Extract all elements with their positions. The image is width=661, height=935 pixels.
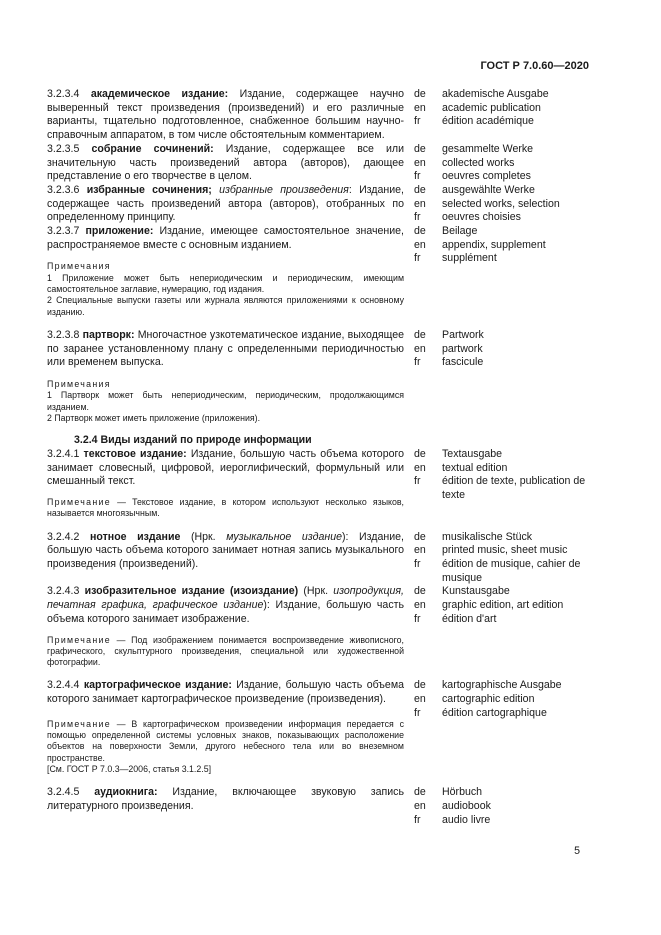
entry-3-2-4-2 (47, 531, 593, 586)
note-item: 2 Специальные выпуски газеты или журнала являются приложениями к основному изданию. (47, 295, 404, 317)
term: партворк: (82, 328, 135, 341)
translation-en (414, 693, 593, 707)
lang-code: fr (414, 813, 421, 826)
translation-term: édition de musique, cahier de musique (442, 558, 581, 584)
definition-text: Издание, большую часть объема которого занимает словесный, цифровой, иероглифический, формульный или смешанный текст. (47, 447, 404, 488)
note-heading: Примечание (47, 634, 111, 645)
translation-term: édition de texte, publication de texte (442, 475, 586, 502)
term: аудиокнига: (94, 786, 158, 799)
entry-number: 3.2.4.3 (47, 585, 85, 598)
entry-number: 3.2.3.5 (47, 142, 92, 155)
definition (47, 143, 404, 184)
translation-term: graphic edition, art edition (442, 599, 564, 612)
translations (414, 143, 593, 184)
lang-code: en (414, 544, 426, 557)
translation-term: selected works, selection (442, 197, 560, 210)
translation-de (414, 679, 593, 693)
translation-de (414, 448, 593, 462)
definition (47, 531, 404, 586)
translation-term: musikalische Stück (442, 530, 533, 543)
entry-number: 3.2.4.2 (47, 530, 90, 543)
entry-3-2-3-7 (47, 225, 593, 318)
lang-code: fr (414, 612, 421, 625)
translation-en (414, 102, 593, 116)
translation-fr (414, 211, 593, 225)
entry-number: 3.2.4.1 (47, 447, 84, 460)
translation-de (414, 225, 593, 239)
entry-3-2-3-5 (47, 143, 593, 184)
translation-term: gesammelte Werke (442, 142, 534, 155)
definition-text: Издание, имеющее самостоятельное значение, распространяемое вместе с основным изданием. (47, 225, 404, 251)
term: приложение: (85, 225, 154, 238)
translation-en (414, 544, 593, 558)
translation-en (414, 157, 593, 171)
translations (414, 531, 593, 586)
definition (47, 225, 404, 252)
translation-fr (414, 613, 593, 627)
lang-code: fr (414, 211, 421, 224)
lang-code: en (414, 693, 426, 706)
lang-code: en (414, 197, 426, 210)
translation-term: édition d'art (442, 612, 497, 625)
lang-code: en (414, 156, 426, 169)
translation-term: akademische Ausgabe (442, 88, 549, 100)
lang-code: de (414, 530, 426, 543)
translations (414, 786, 593, 827)
entry-3-2-3-8 (47, 329, 593, 424)
translation-de (414, 329, 593, 343)
term: собрание сочинений: (91, 142, 214, 155)
translation-en (414, 239, 593, 253)
translation-de (414, 184, 593, 198)
translation-term: Textausgabe (442, 447, 503, 460)
translation-term: oeuvres completes (442, 170, 531, 183)
translation-term: ausgewählte Werke (442, 183, 535, 196)
definition (47, 585, 404, 626)
definition-text: Издание, большую часть объема которого занимает картографическое произведение (произведения). (47, 679, 404, 706)
translation-term: audiobook (442, 800, 491, 813)
synonym: избранные произведения (211, 183, 349, 196)
translation-term: cartographic edition (442, 693, 535, 706)
synonym: изопродукция, печатная графика, графическое издание (47, 585, 404, 612)
translation-term: Hörbuch (442, 786, 483, 799)
definition-text: (Нрк. (180, 530, 227, 543)
page-header: ГОСТ Р 7.0.60—2020 (480, 60, 589, 72)
note (47, 635, 404, 669)
translation-term: édition académique (442, 115, 534, 128)
lang-code: en (414, 800, 426, 813)
definition (47, 184, 404, 225)
entry-number: 3.2.3.8 (47, 328, 83, 341)
lang-code: de (414, 183, 426, 196)
note-item: 1 Приложение может быть непериодическим и периодическим, имеющим самостоятельное заглавие, нумерацию, год издания. (47, 272, 404, 295)
lang-code: fr (414, 706, 421, 719)
definition (47, 88, 404, 143)
lang-code: fr (414, 115, 421, 128)
translation-term: oeuvres choisies (442, 211, 521, 224)
translation-term: appendix, supplement (442, 238, 546, 251)
lang-code: de (414, 328, 426, 341)
lang-code: fr (414, 170, 421, 183)
note-heading: Примечание (47, 718, 111, 729)
entry-3-2-3-4 (47, 88, 593, 143)
definition-text: Издание, содержащее научно выверенный текст произведения (произведений) и его различные варианты, тщательно подготовленное, снабженное большим научно-справочным аппаратом, в том числе обстоятельным комментарием. (47, 88, 404, 142)
translation-fr (414, 707, 593, 721)
lang-code: de (414, 786, 426, 799)
translation-en (414, 343, 593, 357)
note-text: — Текстовое издание, в котором используют несколько языков, называется многоязычным. (47, 497, 404, 519)
definition-text: ): Издание, большую часть объема которого занимает нотная запись музыкального произведения (произведений). (47, 530, 404, 571)
term: избранные сочинения; (86, 183, 212, 196)
translation-term: supplément (442, 252, 497, 265)
translation-en (414, 462, 593, 476)
translation-de (414, 531, 593, 545)
term: академическое издание: (90, 88, 229, 100)
translations (414, 184, 593, 225)
translation-term: Partwork (442, 328, 484, 341)
lang-code: fr (414, 252, 421, 265)
lang-code: fr (414, 356, 421, 369)
translation-term: kartographische Ausgabe (442, 679, 562, 692)
term: нотное издание (90, 530, 181, 543)
note-text: — В картографическом произведении информация передается с помощью определенной системы условных знаков, показывающих расположение объектов на поверхности Земли, другого небесного тела или во внеземном пространстве. (47, 718, 404, 763)
note-heading: Примечания (47, 379, 111, 390)
entry-3-2-4-5 (47, 786, 593, 827)
translations (414, 679, 593, 775)
translation-term: printed music, sheet music (442, 544, 568, 557)
translations (414, 88, 593, 143)
lang-code: de (414, 88, 426, 100)
lang-code: en (414, 342, 426, 355)
definition-text: Издание, включающее звуковую запись литературного произведения. (47, 786, 404, 813)
lang-code: fr (414, 558, 421, 571)
translation-fr (414, 814, 593, 828)
translation-term: Kunstausgabe (442, 585, 510, 598)
lang-code: en (414, 238, 426, 251)
entry-number: 3.2.3.6 (47, 183, 87, 196)
translation-de (414, 88, 593, 102)
synonym: музыкальное издание (226, 530, 342, 543)
definition-block (47, 448, 404, 520)
translation-term: textual edition (442, 461, 508, 474)
definition-block (47, 329, 404, 424)
lang-code: fr (414, 475, 421, 488)
lang-code: de (414, 225, 426, 238)
note-item: 1 Партворк может быть непериодическим, периодическим, продолжающимся изданием. (47, 390, 404, 412)
term: текстовое издание: (83, 447, 187, 460)
translation-term: Beilage (442, 225, 478, 238)
lang-code: en (414, 461, 426, 474)
translation-term: academic publication (442, 101, 541, 114)
translation-fr (414, 558, 593, 585)
translation-fr (414, 356, 593, 370)
note (47, 719, 404, 775)
lang-code: de (414, 679, 426, 692)
definition (47, 448, 404, 489)
definition-block (47, 585, 404, 668)
translation-de (414, 143, 593, 157)
entry-number: 3.2.4.4 (47, 679, 84, 692)
note (47, 497, 404, 520)
translation-fr (414, 475, 593, 502)
translation-de (414, 585, 593, 599)
translation-en (414, 800, 593, 814)
definition-text: : Издание, содержащее часть произведений автора (авторов), отобранных по определенному принципу. (47, 183, 404, 224)
translations (414, 225, 593, 318)
lang-code: en (414, 101, 426, 114)
term: изобразительное издание (изоиздание) (84, 585, 299, 598)
lang-code: en (414, 599, 426, 612)
page-number: 5 (574, 845, 580, 857)
entry-3-2-3-6 (47, 184, 593, 225)
lang-code: de (414, 447, 426, 460)
note-heading: Примечания (47, 261, 111, 272)
lang-code: de (414, 142, 426, 155)
entry-3-2-4-1 (47, 448, 593, 520)
note-reference: [См. ГОСТ Р 7.0.3—2006, статья 3.1.2.5] (47, 764, 212, 775)
translation-de (414, 786, 593, 800)
lang-code: de (414, 585, 426, 598)
translation-fr (414, 115, 593, 129)
content (47, 88, 593, 827)
translation-fr (414, 170, 593, 184)
entry-number: 3.2.4.5 (47, 786, 95, 799)
term: картографическое издание: (83, 679, 232, 692)
translation-fr (414, 252, 593, 266)
translation-term: collected works (442, 156, 515, 169)
translation-term: édition cartographique (442, 706, 547, 719)
translation-en (414, 198, 593, 212)
note-text: — Под изображением понимается воспроизведение живописного, графического, скульптурного произведения, специальной или художественной фотографии. (47, 634, 404, 668)
definition-text: (Нрк. (298, 585, 334, 598)
definition (47, 786, 404, 827)
translation-en (414, 599, 593, 613)
definition (47, 329, 404, 370)
note (47, 379, 404, 424)
definition-text: Издание, содержащее все или значительную часть произведений автора (авторов), дающее представление о его творчестве в целом. (47, 142, 404, 183)
note-item: 2 Партворк может иметь приложение (приложения). (47, 412, 261, 423)
translation-term: fascicule (442, 356, 484, 369)
definition-text: Многочастное узкотематическое издание, выходящее по заранее установленному плану с определенными периодичностью или временем выпуска. (47, 328, 404, 369)
definition-block (47, 679, 404, 775)
entry-number: 3.2.3.7 (47, 225, 86, 238)
translation-term: audio livre (442, 813, 491, 826)
translations (414, 329, 593, 424)
note (47, 261, 404, 317)
translations (414, 448, 593, 520)
definition (47, 679, 404, 706)
translation-term: partwork (442, 342, 483, 355)
entry-3-2-4-4 (47, 679, 593, 775)
entry-3-2-4-3 (47, 585, 593, 668)
note-heading: Примечание (47, 497, 111, 508)
definition-block (47, 225, 404, 318)
translations (414, 585, 593, 668)
section-heading: 3.2.4 Виды изданий по природе информации (74, 434, 312, 447)
entry-number: 3.2.3.4 (47, 88, 91, 100)
definition-text: ): Издание, большую часть объема которого занимает изображение. (47, 599, 404, 625)
